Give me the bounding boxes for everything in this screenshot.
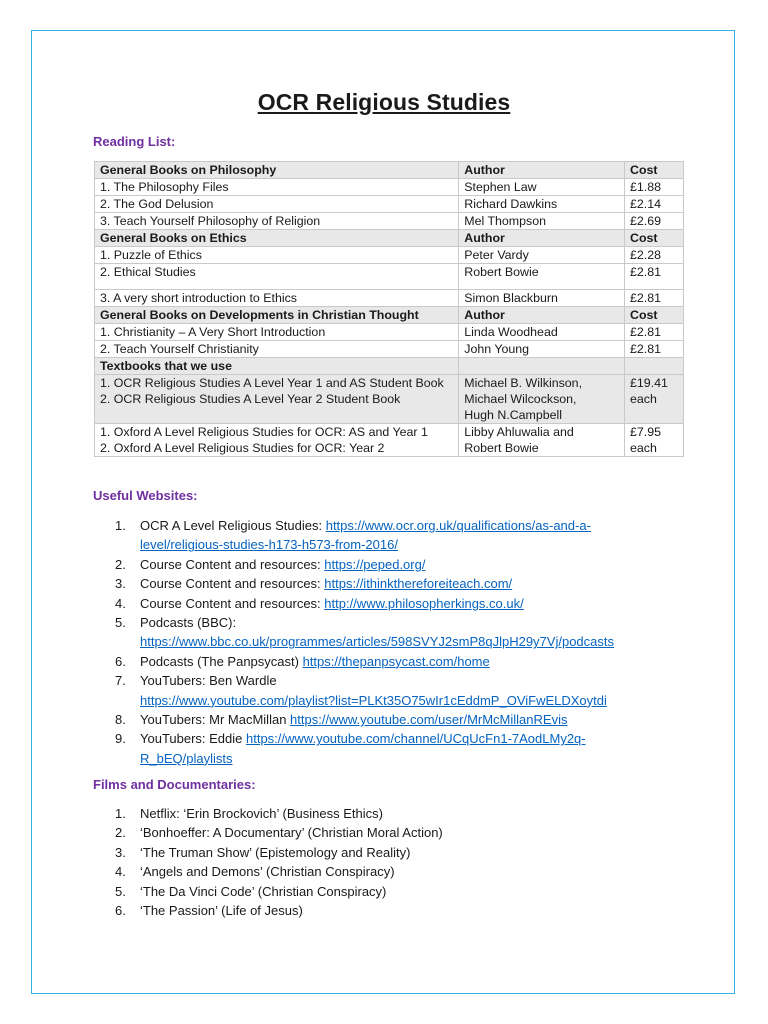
author-cell bbox=[459, 424, 625, 457]
website-item bbox=[93, 710, 693, 729]
title-cell bbox=[95, 424, 459, 457]
cell-line: Hugh N.Campbell bbox=[464, 408, 563, 422]
table-row bbox=[95, 424, 684, 457]
author-cell bbox=[459, 375, 625, 424]
title-cell: 3. A very short introduction to Ethics bbox=[95, 290, 459, 307]
list-number: 1. bbox=[115, 518, 126, 533]
cost-cell: £1.88 bbox=[625, 179, 684, 196]
website-label: YouTubers: Eddie bbox=[140, 731, 246, 747]
title-cell bbox=[95, 375, 459, 424]
cell-line: £19.41 bbox=[630, 376, 668, 390]
film-title: ‘The Truman Show’ (Epistemology and Reality) bbox=[140, 844, 411, 860]
cost-cell: Cost bbox=[625, 162, 684, 179]
cell-line: 2. OCR Religious Studies A Level Year 2 Student Book bbox=[100, 392, 401, 406]
table-header-row bbox=[95, 230, 684, 247]
author-cell: Author bbox=[459, 307, 625, 324]
table-row bbox=[95, 247, 684, 264]
cost-cell bbox=[625, 375, 684, 424]
website-link[interactable]: http://www.philosopherkings.co.uk/ bbox=[324, 595, 524, 611]
website-item bbox=[93, 516, 693, 555]
author-cell: Robert Bowie bbox=[459, 264, 625, 290]
cost-cell: £2.14 bbox=[625, 196, 684, 213]
list-number: 3. bbox=[115, 576, 126, 592]
film-title: ‘Angels and Demons’ (Christian Conspiracy) bbox=[140, 864, 395, 880]
author-cell: Peter Vardy bbox=[459, 247, 625, 264]
cell-line: each bbox=[630, 392, 657, 406]
table-row bbox=[95, 290, 684, 307]
author-cell: Simon Blackburn bbox=[459, 290, 625, 307]
title-cell: 3. Teach Yourself Philosophy of Religion bbox=[95, 213, 459, 230]
list-number: 3. bbox=[115, 844, 126, 860]
cost-cell bbox=[625, 424, 684, 457]
author-cell: Stephen Law bbox=[459, 179, 625, 196]
website-label: YouTubers: Ben Wardle bbox=[140, 673, 277, 689]
film-item bbox=[93, 862, 693, 881]
film-item bbox=[93, 804, 693, 823]
cell-line: Michael B. Wilkinson, bbox=[464, 376, 583, 390]
useful-websites-heading: Useful Websites: bbox=[93, 488, 198, 503]
list-number: 4. bbox=[115, 864, 126, 880]
websites-list bbox=[93, 516, 693, 768]
website-item bbox=[93, 555, 693, 574]
website-item bbox=[93, 671, 693, 710]
website-item bbox=[93, 594, 693, 613]
website-item bbox=[93, 574, 693, 593]
films-heading: Films and Documentaries: bbox=[93, 777, 256, 792]
list-number: 9. bbox=[115, 731, 126, 747]
cell-line: Libby Ahluwalia and bbox=[464, 425, 574, 439]
table-row bbox=[95, 264, 684, 290]
film-item bbox=[93, 823, 693, 842]
table-row bbox=[95, 324, 684, 341]
film-title: ‘The Da Vinci Code’ (Christian Conspiracy) bbox=[140, 883, 387, 899]
website-label: Podcasts (BBC): bbox=[140, 615, 237, 631]
author-cell bbox=[459, 358, 625, 375]
title-cell: 2. The God Delusion bbox=[95, 196, 459, 213]
cost-cell: £2.81 bbox=[625, 264, 684, 290]
website-link[interactable]: R_bEQ/playlists bbox=[140, 750, 233, 766]
cell-line: Michael Wilcockson, bbox=[464, 392, 577, 406]
cell-line: 1. Oxford A Level Religious Studies for OCR: AS and Year 1 bbox=[100, 425, 428, 439]
list-number: 1. bbox=[115, 806, 126, 821]
website-link[interactable]: https://www.youtube.com/user/MrMcMillanREvis bbox=[290, 712, 568, 728]
website-link[interactable]: https://www.ocr.org.uk/qualifications/as-and-a- bbox=[325, 518, 591, 533]
author-cell: Author bbox=[459, 230, 625, 247]
website-item bbox=[93, 729, 693, 768]
table-header-row bbox=[95, 307, 684, 324]
author-cell: Mel Thompson bbox=[459, 213, 625, 230]
film-title: ‘Bonhoeffer: A Documentary’ (Christian Moral Action) bbox=[140, 825, 443, 841]
website-label: Course Content and resources: bbox=[140, 595, 325, 611]
reading-list-table bbox=[94, 161, 684, 457]
website-link[interactable]: https://www.youtube.com/playlist?list=PLKt35O75wIr1cEddmP_OViFwELDXoytdi bbox=[140, 692, 607, 708]
list-number: 6. bbox=[115, 903, 126, 919]
list-number: 5. bbox=[115, 615, 126, 631]
list-number: 6. bbox=[115, 653, 126, 669]
cost-cell: Cost bbox=[625, 307, 684, 324]
title-cell: Textbooks that we use bbox=[95, 358, 459, 375]
cell-line: £7.95 bbox=[630, 425, 662, 439]
film-title: Netflix: ‘Erin Brockovich’ (Business Ethics) bbox=[140, 806, 383, 821]
table-row bbox=[95, 179, 684, 196]
cell-line: Robert Bowie bbox=[464, 441, 539, 455]
website-link[interactable]: https://thepanpsycast.com/home bbox=[302, 653, 490, 669]
list-number: 7. bbox=[115, 673, 126, 689]
website-item bbox=[93, 613, 693, 652]
films-list bbox=[93, 804, 693, 920]
cost-cell: £2.28 bbox=[625, 247, 684, 264]
table-header-row bbox=[95, 358, 684, 375]
table-row bbox=[95, 375, 684, 424]
list-number: 2. bbox=[115, 556, 126, 572]
list-number: 8. bbox=[115, 712, 126, 728]
website-label: YouTubers: Mr MacMillan bbox=[140, 712, 291, 728]
cost-cell bbox=[625, 358, 684, 375]
website-label: OCR A Level Religious Studies: bbox=[140, 518, 326, 533]
website-label: Course Content and resources: bbox=[140, 556, 325, 572]
author-cell: John Young bbox=[459, 341, 625, 358]
website-label: Course Content and resources: bbox=[140, 576, 325, 592]
table-row bbox=[95, 341, 684, 358]
website-link[interactable]: https://www.bbc.co.uk/programmes/articles/598SVYJ2smP8qJlpH29y7Vj/podcasts bbox=[140, 634, 614, 650]
website-link[interactable]: level/religious-studies-h173-h573-from-2016/ bbox=[140, 537, 398, 553]
title-cell: 2. Ethical Studies bbox=[95, 264, 459, 290]
cell-line: 1. OCR Religious Studies A Level Year 1 and AS Student Book bbox=[100, 376, 444, 390]
author-cell: Author bbox=[459, 162, 625, 179]
cell-line: 2. Oxford A Level Religious Studies for OCR: Year 2 bbox=[100, 441, 385, 455]
table-row bbox=[95, 196, 684, 213]
title-cell: 1. The Philosophy Files bbox=[95, 179, 459, 196]
cost-cell: £2.69 bbox=[625, 213, 684, 230]
cost-cell: £2.81 bbox=[625, 290, 684, 307]
list-number: 2. bbox=[115, 825, 126, 841]
title-cell: General Books on Philosophy bbox=[95, 162, 459, 179]
cost-cell: Cost bbox=[625, 230, 684, 247]
website-item bbox=[93, 652, 693, 671]
title-cell: 2. Teach Yourself Christianity bbox=[95, 341, 459, 358]
author-cell: Richard Dawkins bbox=[459, 196, 625, 213]
film-item bbox=[93, 901, 693, 920]
title-cell: 1. Puzzle of Ethics bbox=[95, 247, 459, 264]
website-link[interactable]: https://www.youtube.com/channel/UCqUcFn1-7AodLMy2q- bbox=[246, 731, 586, 747]
cost-cell: £2.81 bbox=[625, 341, 684, 358]
list-number: 4. bbox=[115, 595, 126, 611]
table-header-row bbox=[95, 162, 684, 179]
title-cell: General Books on Ethics bbox=[95, 230, 459, 247]
website-label: Podcasts (The Panpsycast) bbox=[140, 653, 303, 669]
cost-cell: £2.81 bbox=[625, 324, 684, 341]
film-item bbox=[93, 843, 693, 862]
film-title: ‘The Passion’ (Life of Jesus) bbox=[140, 903, 303, 919]
page-title: OCR Religious Studies bbox=[257, 89, 511, 115]
author-cell: Linda Woodhead bbox=[459, 324, 625, 341]
website-link[interactable]: https://peped.org/ bbox=[324, 556, 426, 572]
list-number: 5. bbox=[115, 883, 126, 899]
reading-list-heading: Reading List: bbox=[93, 134, 176, 149]
title-cell: General Books on Developments in Christian Thought bbox=[95, 307, 459, 324]
website-link[interactable]: https://ithinkthereforeiteach.com/ bbox=[324, 576, 513, 592]
table-row bbox=[95, 213, 684, 230]
title-cell: 1. Christianity – A Very Short Introduction bbox=[95, 324, 459, 341]
cell-line: each bbox=[630, 441, 657, 455]
film-item bbox=[93, 882, 693, 901]
